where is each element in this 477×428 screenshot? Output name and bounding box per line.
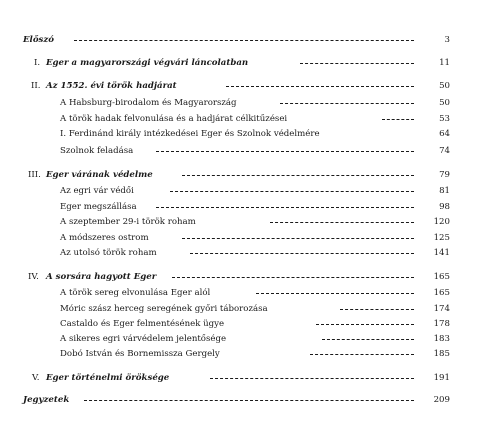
- toc-number: I.: [34, 57, 44, 70]
- toc-page: 79: [439, 170, 450, 180]
- toc-row: [0, 201, 477, 214]
- leader-dashes: [172, 277, 414, 278]
- leader-dashes: [322, 339, 414, 340]
- toc-title: I. Ferdinánd király intézkedései Eger és Szolnok védelmére: [60, 128, 324, 141]
- leader-dashes: [316, 324, 414, 325]
- toc-page: 120: [433, 217, 450, 227]
- toc-page: 185: [433, 349, 450, 359]
- toc-row: [0, 185, 477, 198]
- toc-row: [0, 318, 477, 331]
- toc-number: III.: [28, 169, 45, 182]
- toc-title: A szeptember 29-i török roham: [60, 216, 200, 229]
- toc-title: Castaldo és Eger felmentésének ügye: [60, 318, 228, 331]
- toc-row: [0, 287, 477, 300]
- leader-dashes: [270, 222, 414, 223]
- toc-title: A sikeres egri várvédelem jelentősége: [60, 333, 230, 346]
- toc-title: A módszeres ostrom: [60, 232, 153, 245]
- toc-row: [0, 394, 477, 407]
- toc-page: 3: [444, 35, 450, 45]
- toc-title: A Habsburg-birodalom és Magyarország: [60, 97, 241, 110]
- toc-title: Az utolsó török roham: [60, 247, 161, 260]
- toc-page: 178: [433, 319, 450, 329]
- toc-title: Szolnok feladása: [60, 145, 137, 158]
- leader-dashes: [340, 309, 414, 310]
- toc-page: 165: [433, 288, 450, 298]
- toc-title: Eger megszállása: [60, 201, 141, 214]
- toc-row: [0, 34, 477, 47]
- toc-row: [0, 247, 477, 260]
- toc-page: 191: [433, 373, 450, 383]
- toc-row: [0, 169, 477, 182]
- toc-title: Előszó: [23, 34, 58, 47]
- toc-row: [0, 216, 477, 229]
- toc-row: [0, 232, 477, 245]
- toc-number: IV.: [28, 271, 43, 284]
- toc-page: 209: [433, 395, 450, 405]
- leader-dashes: [300, 63, 414, 64]
- toc-page: 64: [439, 129, 450, 139]
- toc-title: Eger történelmi öröksége: [46, 372, 173, 385]
- leader-dashes: [156, 151, 414, 152]
- toc-page: 74: [439, 146, 450, 156]
- toc-title: Jegyzetek: [23, 394, 73, 407]
- leader-dashes: [226, 86, 414, 87]
- toc-row: [0, 333, 477, 346]
- leader-dashes: [182, 238, 414, 239]
- leader-dashes: [210, 378, 414, 379]
- toc-title: A sorsára hagyott Eger: [46, 271, 160, 284]
- toc-title: A török sereg elvonulása Eger alól: [60, 287, 214, 300]
- leader-dashes: [84, 400, 414, 401]
- toc-page: 174: [433, 304, 450, 314]
- toc-row: [0, 348, 477, 361]
- leader-dashes: [280, 103, 414, 104]
- toc-page: 11: [439, 58, 450, 68]
- toc-row: [0, 128, 477, 141]
- toc-row: [0, 57, 477, 70]
- toc-page: 141: [433, 248, 450, 258]
- leader-dashes: [310, 354, 414, 355]
- toc-page: 53: [439, 114, 450, 124]
- toc-page: 50: [439, 98, 450, 108]
- toc-row: [0, 271, 477, 284]
- leader-dashes: [256, 293, 414, 294]
- toc-row: [0, 80, 477, 93]
- toc-title: Az egri vár védői: [60, 185, 138, 198]
- leader-dashes: [190, 253, 414, 254]
- toc-row: [0, 303, 477, 316]
- toc-title: Eger a magyarországi végvári láncolatban: [46, 57, 252, 70]
- leader-dashes: [182, 175, 414, 176]
- toc-title: Eger várának védelme: [46, 169, 157, 182]
- toc-number: II.: [31, 80, 45, 93]
- toc-title: A török hadak felvonulása és a hadjárat célkitűzései: [60, 113, 291, 126]
- toc-row: [0, 113, 477, 126]
- toc-page: 50: [439, 81, 450, 91]
- toc-number: V.: [32, 372, 43, 385]
- leader-dashes: [382, 119, 414, 120]
- toc-row: [0, 372, 477, 385]
- toc-page: 98: [439, 202, 450, 212]
- toc-title: Az 1552. évi török hadjárat: [46, 80, 181, 93]
- toc-page: 125: [433, 233, 450, 243]
- toc-title: Dobó István és Bornemissza Gergely: [60, 348, 224, 361]
- toc-row: [0, 97, 477, 110]
- leader-dashes: [170, 191, 414, 192]
- leader-dashes: [74, 40, 414, 41]
- toc-row: [0, 145, 477, 158]
- toc-page: 81: [439, 186, 450, 196]
- leader-dashes: [156, 207, 414, 208]
- toc-page: 183: [433, 334, 450, 344]
- toc-page: 165: [433, 272, 450, 282]
- toc-title: Móric szász herceg seregének győri táborozása: [60, 303, 272, 316]
